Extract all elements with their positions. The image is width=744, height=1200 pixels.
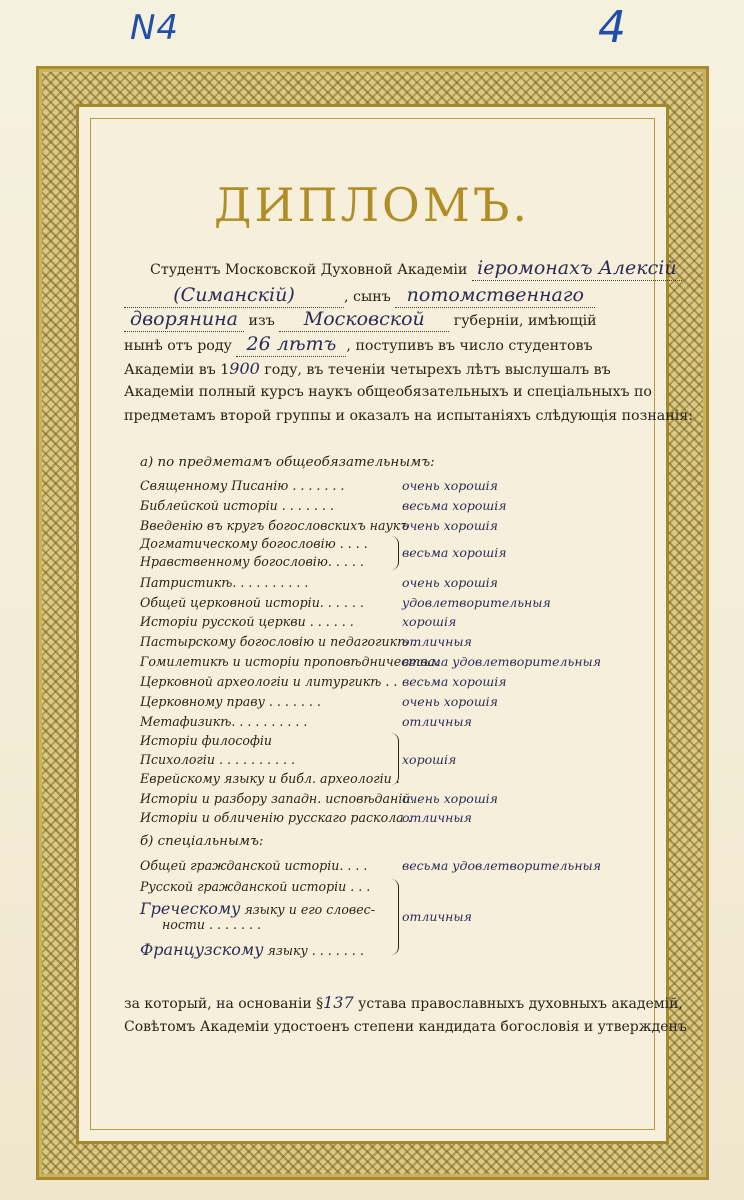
grade-handwritten: хорошія (402, 614, 457, 629)
subject-text: языку и его словес- (244, 902, 375, 917)
subject-row: Введенію въ кругъ богословскихъ наукъ (140, 518, 409, 533)
grouping-brace (388, 879, 399, 955)
grade-handwritten: отличныя (402, 714, 472, 729)
intro-line-7: предметамъ второй группы и оказалъ на испытаніяхъ слѣдующія познанія: (124, 408, 693, 424)
grade-handwritten: очень хорошія (402, 575, 498, 590)
grade-handwritten: отличныя (402, 634, 472, 649)
closing-text: за который, на основаніи § (124, 996, 324, 1012)
subject-row: Священному Писанію . . . . . . . (140, 478, 345, 493)
surname-handwritten: (Симанскій) (124, 284, 344, 308)
intro-line-6: Академіи полный курсъ наукъ общеобязательныхъ и спеціальныхъ по (124, 384, 652, 400)
paragraph-number-handwritten: 137 (323, 993, 354, 1012)
grade-handwritten: весьма удовлетворительныя (402, 654, 602, 669)
grade-handwritten: очень хорошія (402, 694, 498, 709)
language-handwritten: Французскому (140, 940, 264, 959)
class-cont-handwritten: дворянина (124, 308, 244, 332)
diploma-title: ДИПЛОМЪ. (214, 178, 530, 232)
grade-handwritten: отличныя (402, 909, 472, 924)
closing-line-1 (124, 990, 683, 1017)
grade-handwritten: весьма хорошія (402, 545, 507, 560)
subject-row: ности . . . . . . . (162, 917, 262, 932)
grade-handwritten: очень хорошія (402, 518, 498, 533)
subject-row: Общей гражданской исторіи. . . . (140, 858, 368, 873)
intro-line-2 (124, 284, 620, 309)
subject-row: Нравственному богословію. . . . . (140, 554, 364, 569)
subject-row: Исторіи русской церкви . . . . . . (140, 614, 354, 629)
intro-text: году, въ теченіи четырехъ лѣтъ выслушалъ въ (264, 362, 611, 378)
intro-text: нынѣ отъ роду (124, 338, 232, 354)
grade-handwritten: очень хорошія (402, 478, 498, 493)
subject-row: Метафизикѣ. . . . . . . . . . (140, 714, 308, 729)
intro-line-1 (150, 257, 677, 282)
intro-line-3 (124, 308, 620, 333)
social-class-handwritten: потомственнаго (395, 284, 595, 308)
intro-text: , сынъ (344, 289, 391, 305)
subject-row: Гомилетикѣ и исторіи проповѣдничества. (140, 654, 440, 669)
intro-line-5 (124, 357, 620, 382)
section-b-heading: б) спеціальнымъ: (140, 834, 264, 849)
subject-text: языку . . . . . . . (267, 943, 364, 958)
intro-text: Академіи въ 1 (124, 362, 230, 378)
intro-line-4 (124, 333, 620, 358)
subject-row: Исторіи и разбору западн. исповѣданій. (140, 791, 415, 806)
age-handwritten: 26 лѣтъ (236, 333, 346, 357)
grade-handwritten: хорошія (402, 752, 457, 767)
grade-handwritten: очень хорошія (402, 791, 498, 806)
province-handwritten: Московской (279, 308, 449, 332)
subject-row: Церковному праву . . . . . . . (140, 694, 321, 709)
subject-row (140, 899, 375, 918)
grade-handwritten: отличныя (402, 810, 472, 825)
subject-row: Исторіи и обличенію русскаго раскола . (140, 810, 412, 825)
subject-row: Библейской исторіи . . . . . . . (140, 498, 334, 513)
intro-text: Студентъ Московской Духовной Академіи (150, 262, 468, 278)
section-a-heading: а) по предметамъ общеобязательнымъ: (140, 455, 435, 470)
closing-line-2: Совѣтомъ Академіи удостоенъ степени кандидата богословія и утвержденъ (124, 1019, 687, 1035)
language-handwritten: Греческому (140, 899, 241, 918)
page-number-mark: 4 (598, 2, 626, 53)
grade-handwritten: весьма хорошія (402, 674, 507, 689)
student-name-handwritten: іеромонахъ Алексій (472, 257, 682, 281)
subject-row: Исторіи философіи (140, 733, 272, 748)
intro-text: , поступивъ въ число студентовъ (346, 338, 593, 354)
year-handwritten: 900 (229, 359, 260, 378)
intro-text: губерніи, имѣющій (453, 313, 597, 329)
subject-row: Общей церковной исторіи. . . . . . (140, 595, 364, 610)
subject-row: Еврейскому языку и библ. археологіи . (140, 771, 400, 786)
closing-text: устава православныхъ духовныхъ академій, (358, 996, 683, 1012)
subject-row: Догматическому богословію . . . . (140, 536, 368, 551)
grade-handwritten: удовлетворительныя (402, 595, 551, 610)
intro-text: изъ (248, 313, 275, 329)
subject-row: Пастырскому богословію и педагогикѣ . (140, 634, 417, 649)
grade-handwritten: весьма удовлетворительныя (402, 858, 602, 873)
subject-row (140, 940, 364, 959)
archive-number-mark: N4 (130, 8, 180, 48)
grade-handwritten: весьма хорошія (402, 498, 507, 513)
subject-row: Церковной археологіи и литургикѣ . . (140, 674, 398, 689)
grouping-brace (388, 536, 399, 570)
subject-row: Психологіи . . . . . . . . . . (140, 752, 295, 767)
subject-row: Патристикѣ. . . . . . . . . . (140, 575, 309, 590)
subject-row: Русской гражданской исторіи . . . (140, 879, 371, 894)
grouping-brace (388, 733, 399, 785)
